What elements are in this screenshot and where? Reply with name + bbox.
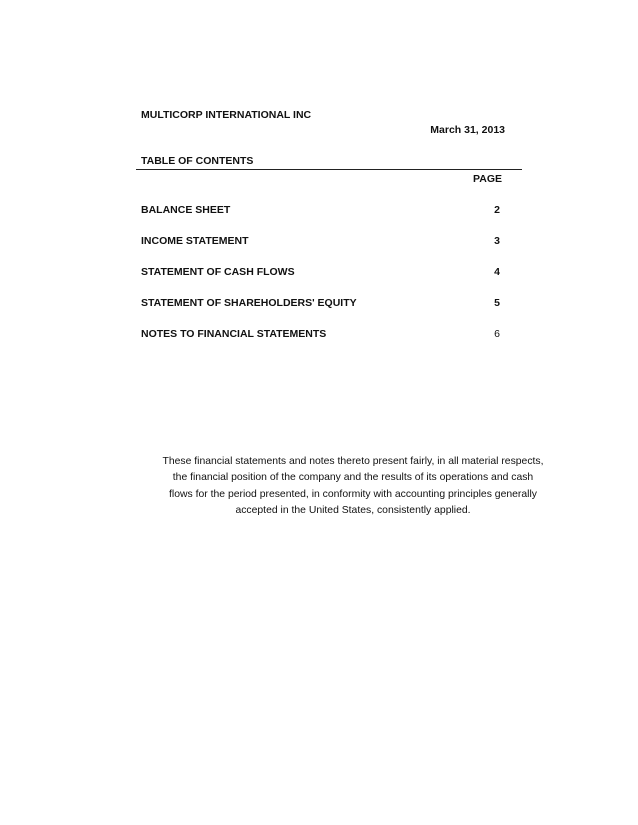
page-column-header: PAGE (473, 173, 502, 185)
divider-line (136, 169, 522, 170)
toc-entry-label: STATEMENT OF SHAREHOLDERS' EQUITY (141, 297, 357, 309)
toc-entry-page: 4 (494, 266, 500, 278)
toc-entry-page: 6 (494, 328, 500, 340)
toc-entry-page: 3 (494, 235, 500, 247)
toc-entry-page: 5 (494, 297, 500, 309)
statement-line: These financial statements and notes thereto present fairly, in all material respects, (162, 456, 544, 467)
report-date: March 31, 2013 (430, 124, 505, 136)
company-name: MULTICORP INTERNATIONAL INC (141, 109, 312, 121)
toc-entry-label: INCOME STATEMENT (141, 235, 249, 247)
statement-line: flows for the period presented, in conformity with accounting principles generally (169, 488, 537, 500)
toc-entry-label: STATEMENT OF CASH FLOWS (141, 266, 295, 278)
fair-presentation-statement (140, 454, 566, 519)
toc-entry-label: BALANCE SHEET (141, 204, 231, 216)
toc-title: TABLE OF CONTENTS (141, 155, 254, 167)
statement-line: accepted in the United States, consistently applied. (235, 504, 471, 516)
statement-line: the financial position of the company and the results of its operations and cash (172, 472, 534, 484)
toc-entry-label: NOTES TO FINANCIAL STATEMENTS (141, 328, 327, 340)
toc-entry-page: 2 (494, 204, 500, 216)
